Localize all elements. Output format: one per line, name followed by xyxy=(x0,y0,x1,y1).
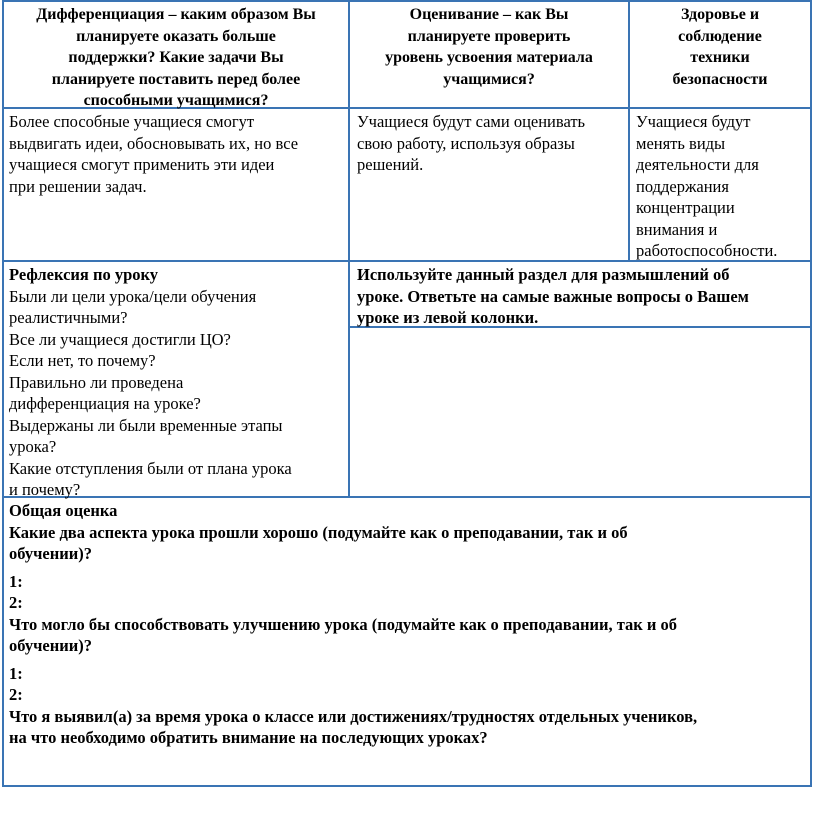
reflection-questions: Рефлексия по уроку Были ли цели урока/цели обучения реалистичными? Все ли учащиеся достигли ЦО? Если нет, то почему? Правильно ли проведена дифференциация на уроке? Выдержаны ли были временные этапы урока? Какие отступления были от плана урока и почему? xyxy=(9,264,347,501)
reflection-prompt: Используйте данный раздел для размышлений об уроке. Ответьте на самые важные вопросы о Вашем уроке из левой колонки. xyxy=(357,265,749,327)
header-health-safety: Здоровье и соблюдение техники безопасности xyxy=(672,6,768,88)
reflection-answer-area[interactable] xyxy=(350,328,810,496)
row1-assessment: Учащиеся будут сами оценивать свою работу, используя образы решений. xyxy=(357,112,586,174)
reflection-title: Рефлексия по уроку xyxy=(9,265,159,284)
summary-title: Общая оценка xyxy=(9,501,118,520)
row1-differentiation: Более способные учащиеся смогут выдвигать идеи, обосновывать их, но все учащиеся смогут применить эти идеи при решении задач. xyxy=(9,112,299,196)
header-assessment: Оценивание – как Вы планируете проверить уровень усвоения материала учащимися? xyxy=(385,6,593,88)
row1-health-safety: Учащиеся будут менять виды деятельности для поддержания концентрации внимания и работоспособности. xyxy=(636,112,778,260)
summary-section: Общая оценка Какие два аспекта урока прошли хорошо (подумайте как о преподавании, так и об обучении)? 1: 2: Что могло бы способствовать улучшению урока (подумайте как о преподавании, так и об обучении)? 1: 2: Что я выявил(а) за время урока о классе или достижениях/трудностях отдельных учеников, на что необходимо обратить внимание на последующих уроках? xyxy=(9,500,809,749)
header-differentiation: Дифференциация – каким образом Вы планируете оказать больше поддержки? Какие задачи Вы планируете поставить перед более способными учащимися? xyxy=(36,6,316,109)
